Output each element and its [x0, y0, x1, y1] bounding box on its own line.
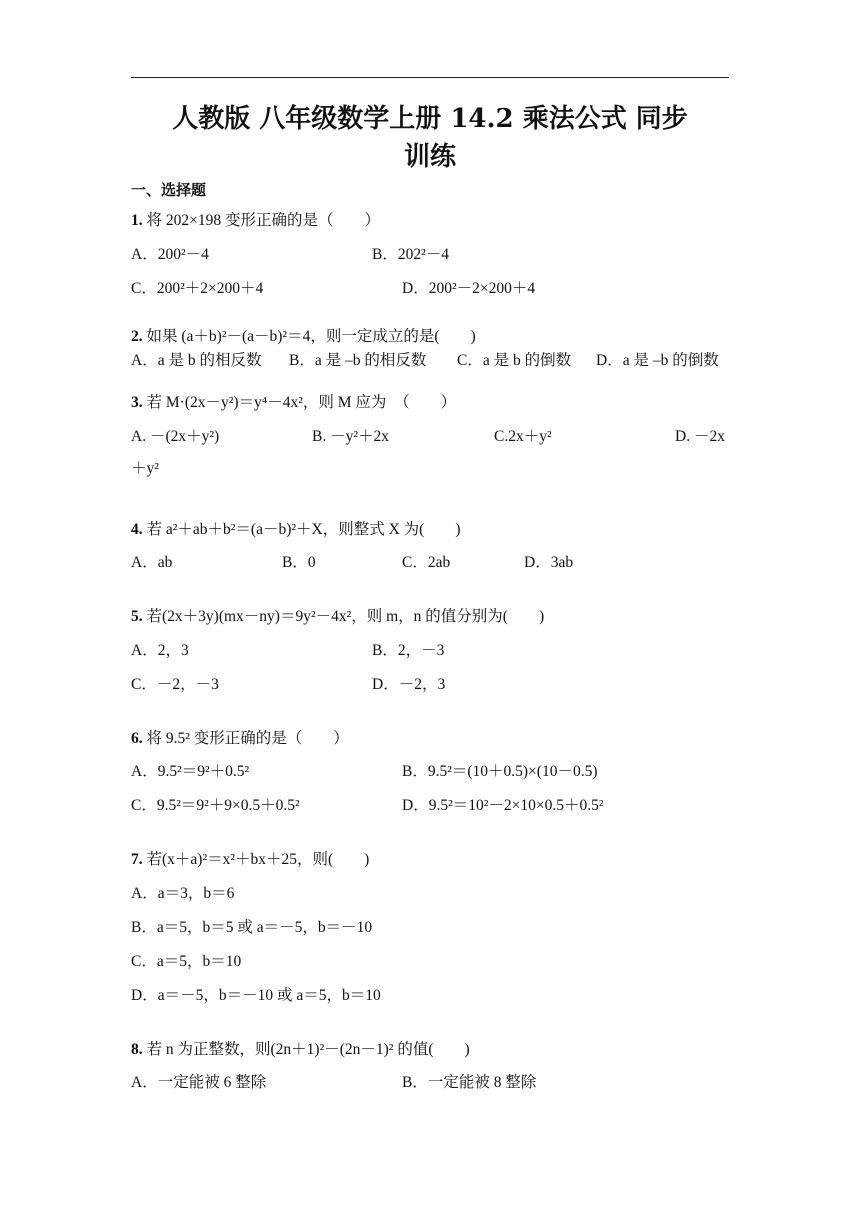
question-6 [131, 729, 349, 749]
option-d: D．a 是 –b 的倒数 [596, 352, 719, 369]
option-c: C．a 是 b 的倒数 [457, 352, 572, 369]
option-b: B. －y²＋2x [312, 428, 389, 445]
option-b: B．一定能被 8 整除 [402, 1074, 537, 1091]
page-title: 人教版 八年级数学上册 14.2 乘法公式 同步 [172, 104, 688, 134]
option-d: D．a＝－5，b＝－10 或 a＝5，b＝10 [131, 987, 381, 1004]
question-number: 2. [131, 328, 143, 345]
option-d: D．9.5²＝10²－2×10×0.5＋0.5² [402, 797, 604, 814]
question-stem: 若 M·(2x－y²)＝y⁴－4x²，则 M 应为 （ ） [146, 394, 457, 411]
question-8 [131, 1040, 470, 1060]
question-number: 4. [131, 521, 143, 538]
question-stem: 若 n 为正整数，则(2n＋1)²－(2n－1)² 的值( ) [146, 1041, 470, 1058]
question-5 [131, 607, 544, 627]
question-stem: 如果 (a＋b)²－(a－b)²＝4，则一定成立的是( ) [146, 328, 476, 345]
option-c: C．－2，－3 [131, 676, 219, 693]
option-a: A．a 是 b 的相反数 [131, 352, 262, 369]
option-c: C．200²＋2×200＋4 [131, 280, 264, 297]
option-a: A．9.5²＝9²＋0.5² [131, 763, 250, 780]
question-number: 1. [131, 212, 143, 229]
question-1 [131, 211, 380, 231]
question-number: 5. [131, 608, 143, 625]
option-a: A．200²－4 [131, 246, 209, 263]
question-number: 8. [131, 1041, 143, 1058]
option-a: A．2，3 [131, 642, 189, 659]
question-stem: 若 a²＋ab＋b²＝(a－b)²＋X，则整式 X 为( ) [146, 521, 461, 538]
page-title-continued: 训练 [403, 142, 456, 172]
option-c: C．a＝5，b＝10 [131, 953, 242, 970]
question-2 [131, 327, 476, 347]
question-number: 7. [131, 851, 143, 868]
option-b: B．a＝5，b＝5 或 a＝－5，b＝－10 [131, 919, 373, 936]
option-a: A．ab [131, 554, 173, 571]
option-c: C．9.5²＝9²＋9×0.5＋0.5² [131, 797, 300, 814]
question-number: 6. [131, 730, 143, 747]
option-d: D．3ab [524, 554, 574, 571]
option-c: C．2ab [402, 554, 451, 571]
question-number: 3. [131, 394, 143, 411]
option-d: D．－2，3 [372, 676, 446, 693]
header-rule [131, 77, 729, 78]
option-a: A．a＝3，b＝6 [131, 885, 235, 902]
option-b: B．2，－3 [372, 642, 445, 659]
option-a: A．一定能被 6 整除 [131, 1074, 267, 1091]
option-a: A. －(2x＋y²) [131, 428, 220, 445]
question-4 [131, 520, 461, 540]
question-stem: 将 202×198 变形正确的是（ ） [146, 212, 380, 229]
option-d: D. －2x [675, 428, 725, 445]
option-b: B．9.5²＝(10＋0.5)×(10－0.5) [402, 763, 598, 780]
option-d-continued: ＋y² [131, 460, 159, 477]
question-stem: 将 9.5² 变形正确的是（ ） [146, 730, 349, 747]
question-7 [131, 850, 369, 870]
question-3 [131, 393, 456, 413]
option-c: C.2x＋y² [494, 428, 552, 445]
question-stem: 若(x＋a)²＝x²＋bx＋25，则( ) [146, 851, 370, 868]
option-b: B．0 [282, 554, 316, 571]
option-b: B．202²－4 [372, 246, 449, 263]
option-d: D．200²－2×200＋4 [402, 280, 536, 297]
option-b: B．a 是 –b 的相反数 [289, 352, 427, 369]
question-stem: 若(2x＋3y)(mx－ny)＝9y²－4x²，则 m，n 的值分别为( ) [146, 608, 545, 625]
section-heading: 一、选择题 [131, 181, 207, 199]
